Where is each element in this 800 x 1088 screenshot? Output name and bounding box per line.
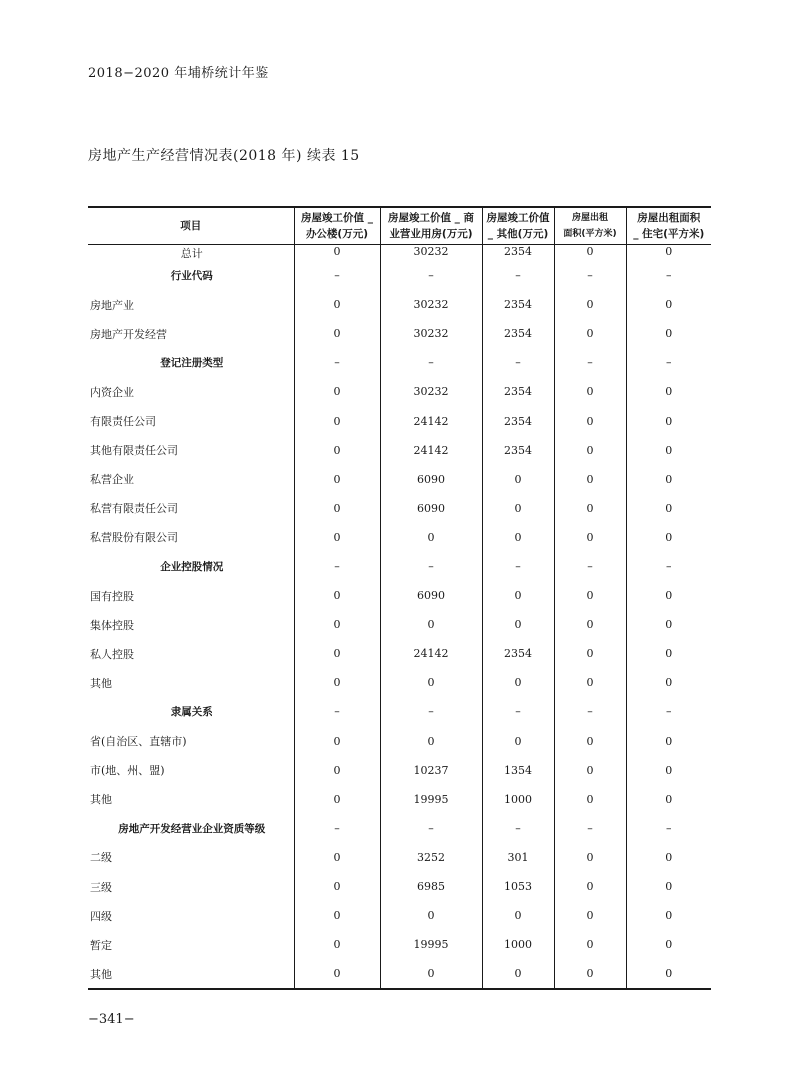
rental-residential-cell: 0 [665, 385, 673, 399]
rental-residential-cell: 0 [665, 501, 673, 515]
row-label: 私营有限责任公司 [88, 494, 294, 523]
rental-area-cell: 0 [554, 610, 626, 639]
row-label: 其他 [88, 668, 294, 697]
commercial-value-cell: – [380, 261, 482, 290]
row-label: 私人控股 [88, 639, 294, 668]
other-value-cell: – [482, 261, 554, 290]
table-row [88, 465, 711, 494]
running-head: 2018−2020 年埔桥统计年鉴 [88, 66, 269, 81]
other-value-cell: 1354 [482, 756, 554, 785]
table-row [88, 377, 711, 406]
rental-residential-cell: 0 [626, 959, 711, 989]
rental-area-cell: 0 [554, 930, 626, 959]
row-label: 私营股份有限公司 [88, 523, 294, 552]
commercial-value-cell: 6090 [380, 494, 482, 523]
rental-area-cell: – [554, 261, 626, 290]
other-value-cell: 301 [482, 843, 554, 872]
commercial-value-cell: 0 [380, 901, 482, 930]
office-value-cell: 0 [294, 319, 380, 348]
rental-residential-cell: – [666, 559, 672, 573]
commercial-value-cell: 0 [380, 668, 482, 697]
other-value-cell: 0 [482, 610, 554, 639]
header-other-value: 房屋竣工价值 _ 其他(万元) [482, 207, 554, 245]
section-label: 隶属关系 [88, 697, 294, 726]
table-row [88, 785, 711, 814]
office-value-cell: – [294, 348, 380, 377]
other-value-cell: 0 [482, 523, 554, 552]
rental-residential-cell: 0 [665, 763, 673, 777]
table-body [88, 245, 711, 990]
office-value-cell: – [294, 697, 380, 726]
commercial-value-cell: 30232 [380, 377, 482, 406]
other-value-cell: 0 [482, 959, 554, 989]
office-value-cell: 0 [294, 494, 380, 523]
table-row [88, 245, 711, 262]
commercial-value-cell: 0 [380, 727, 482, 756]
office-value-cell: 0 [294, 465, 380, 494]
header-rental-area-residential: 房屋出租面积 _ 住宅(平方米) [626, 207, 711, 245]
table-row [88, 930, 711, 959]
rental-area-cell: 0 [554, 494, 626, 523]
other-value-cell: – [482, 552, 554, 581]
other-value-cell: 2354 [482, 377, 554, 406]
office-value-cell: 0 [294, 756, 380, 785]
office-value-cell: 0 [294, 581, 380, 610]
rental-residential-cell: 0 [665, 414, 673, 428]
commercial-value-cell: 6090 [380, 581, 482, 610]
row-label: 其他 [88, 785, 294, 814]
rental-area-cell: 0 [554, 245, 626, 262]
table-row [88, 697, 711, 726]
other-value-cell: 0 [482, 581, 554, 610]
rental-area-cell: 0 [554, 843, 626, 872]
row-label: 三级 [88, 872, 294, 901]
other-value-cell: 0 [482, 901, 554, 930]
table-row [88, 436, 711, 465]
rental-residential-cell: 0 [665, 880, 673, 894]
office-value-cell: 0 [294, 930, 380, 959]
rental-residential-cell: 0 [665, 647, 673, 661]
row-label: 其他有限责任公司 [88, 436, 294, 465]
row-label: 其他 [88, 959, 294, 989]
commercial-value-cell: 30232 [380, 319, 482, 348]
commercial-value-cell: 19995 [380, 785, 482, 814]
table-row [88, 756, 711, 785]
row-label: 国有控股 [88, 581, 294, 610]
rental-area-cell: 0 [554, 872, 626, 901]
rental-residential-cell: 0 [665, 245, 673, 258]
row-label: 私营企业 [88, 465, 294, 494]
commercial-value-cell: 24142 [380, 639, 482, 668]
rental-area-cell: 0 [554, 959, 626, 989]
table-row [88, 901, 711, 930]
table-row [88, 610, 711, 639]
rental-residential-cell: 0 [665, 589, 673, 603]
table-row [88, 668, 711, 697]
rental-residential-cell: – [666, 821, 672, 835]
table-row [88, 348, 711, 377]
commercial-value-cell: 30232 [380, 245, 482, 262]
other-value-cell: 2354 [482, 319, 554, 348]
other-value-cell: 1000 [482, 785, 554, 814]
row-label: 省(自治区、直辖市) [88, 727, 294, 756]
commercial-value-cell: – [380, 552, 482, 581]
table-row [88, 727, 711, 756]
rental-area-cell: 0 [554, 377, 626, 406]
rental-area-cell: – [554, 552, 626, 581]
table-row [88, 843, 711, 872]
rental-residential-cell: – [666, 356, 672, 370]
other-value-cell: 0 [482, 727, 554, 756]
office-value-cell: 0 [294, 843, 380, 872]
commercial-value-cell: – [380, 697, 482, 726]
rental-residential-cell: 0 [665, 792, 673, 806]
row-label: 房地产开发经营 [88, 319, 294, 348]
rental-residential-cell: – [666, 269, 672, 283]
header-office-value: 房屋竣工价值 _ 办公楼(万元) [294, 207, 380, 245]
commercial-value-cell: 10237 [380, 756, 482, 785]
rental-area-cell: 0 [554, 319, 626, 348]
header-item: 项目 [88, 207, 294, 245]
header-commercial-value: 房屋竣工价值 _ 商 业营业用房(万元) [380, 207, 482, 245]
commercial-value-cell: 24142 [380, 406, 482, 435]
commercial-value-cell: – [380, 814, 482, 843]
other-value-cell: 1053 [482, 872, 554, 901]
office-value-cell: 0 [294, 727, 380, 756]
office-value-cell: – [294, 552, 380, 581]
table-row [88, 494, 711, 523]
row-label: 二级 [88, 843, 294, 872]
table-row [88, 319, 711, 348]
office-value-cell: – [294, 814, 380, 843]
table-row [88, 959, 711, 989]
other-value-cell: – [482, 697, 554, 726]
page-number: −341− [88, 1012, 135, 1027]
office-value-cell: 0 [294, 290, 380, 319]
rental-residential-cell: 0 [665, 676, 673, 690]
commercial-value-cell: 6985 [380, 872, 482, 901]
rental-area-cell: 0 [554, 290, 626, 319]
rental-area-cell: 0 [554, 523, 626, 552]
commercial-value-cell: – [380, 348, 482, 377]
office-value-cell: 0 [294, 436, 380, 465]
table-row [88, 261, 711, 290]
section-label: 房地产开发经营业企业资质等级 [88, 814, 294, 843]
section-label: 登记注册类型 [88, 348, 294, 377]
office-value-cell: 0 [294, 377, 380, 406]
rental-area-cell: 0 [554, 901, 626, 930]
rental-area-cell: 0 [554, 727, 626, 756]
real-estate-statistics-table [88, 206, 711, 990]
section-label: 企业控股情况 [88, 552, 294, 581]
office-value-cell: 0 [294, 639, 380, 668]
table-row [88, 872, 711, 901]
other-value-cell: 2354 [482, 639, 554, 668]
other-value-cell: 2354 [482, 406, 554, 435]
office-value-cell: 0 [294, 959, 380, 989]
rental-area-cell: 0 [554, 756, 626, 785]
rental-area-cell: 0 [554, 668, 626, 697]
rental-area-cell: 0 [554, 581, 626, 610]
other-value-cell: 0 [482, 465, 554, 494]
row-label: 市(地、州、盟) [88, 756, 294, 785]
rental-residential-cell: 0 [665, 734, 673, 748]
office-value-cell: 0 [294, 523, 380, 552]
office-value-cell: 0 [294, 245, 380, 262]
rental-residential-cell: 0 [665, 443, 673, 457]
table-row [88, 552, 711, 581]
commercial-value-cell: 0 [380, 610, 482, 639]
table-header-row [88, 207, 711, 245]
other-value-cell: – [482, 348, 554, 377]
rental-residential-cell: 0 [665, 850, 673, 864]
rental-residential-cell: 0 [665, 530, 673, 544]
section-label: 行业代码 [88, 261, 294, 290]
rental-residential-cell: 0 [665, 909, 673, 923]
office-value-cell: 0 [294, 901, 380, 930]
commercial-value-cell: 19995 [380, 930, 482, 959]
office-value-cell: 0 [294, 406, 380, 435]
rental-area-cell: – [554, 814, 626, 843]
rental-residential-cell: 0 [665, 472, 673, 486]
rental-area-cell: 0 [554, 465, 626, 494]
commercial-value-cell: 30232 [380, 290, 482, 319]
table-row [88, 290, 711, 319]
office-value-cell: 0 [294, 872, 380, 901]
rental-residential-cell: 0 [665, 938, 673, 952]
row-label: 总计 [88, 245, 294, 262]
rental-area-cell: – [554, 697, 626, 726]
commercial-value-cell: 3252 [380, 843, 482, 872]
other-value-cell: 2354 [482, 290, 554, 319]
table-row [88, 406, 711, 435]
rental-residential-cell: – [666, 705, 672, 719]
office-value-cell: – [294, 261, 380, 290]
table-row [88, 523, 711, 552]
row-label: 内资企业 [88, 377, 294, 406]
row-label: 有限责任公司 [88, 406, 294, 435]
rental-area-cell: 0 [554, 436, 626, 465]
rental-residential-cell: 0 [665, 298, 673, 312]
other-value-cell: 2354 [482, 245, 554, 262]
office-value-cell: 0 [294, 785, 380, 814]
rental-area-cell: 0 [554, 406, 626, 435]
rental-area-cell: 0 [554, 785, 626, 814]
other-value-cell: – [482, 814, 554, 843]
rental-area-cell: – [554, 348, 626, 377]
commercial-value-cell: 24142 [380, 436, 482, 465]
other-value-cell: 0 [482, 668, 554, 697]
row-label: 暂定 [88, 930, 294, 959]
other-value-cell: 1000 [482, 930, 554, 959]
office-value-cell: 0 [294, 668, 380, 697]
row-label: 集体控股 [88, 610, 294, 639]
table-row [88, 639, 711, 668]
row-label: 四级 [88, 901, 294, 930]
commercial-value-cell: 0 [380, 959, 482, 989]
other-value-cell: 2354 [482, 436, 554, 465]
office-value-cell: 0 [294, 610, 380, 639]
commercial-value-cell: 0 [380, 523, 482, 552]
rental-residential-cell: 0 [665, 618, 673, 632]
rental-residential-cell: 0 [665, 327, 673, 341]
header-rental-area: 房屋出租 面积(平方米) [554, 207, 626, 245]
other-value-cell: 0 [482, 494, 554, 523]
table-row [88, 581, 711, 610]
commercial-value-cell: 6090 [380, 465, 482, 494]
row-label: 房地产业 [88, 290, 294, 319]
statistics-table-container [88, 206, 711, 990]
rental-area-cell: 0 [554, 639, 626, 668]
table-row [88, 814, 711, 843]
table-title: 房地产生产经营情况表(2018 年) 续表 15 [88, 148, 360, 164]
